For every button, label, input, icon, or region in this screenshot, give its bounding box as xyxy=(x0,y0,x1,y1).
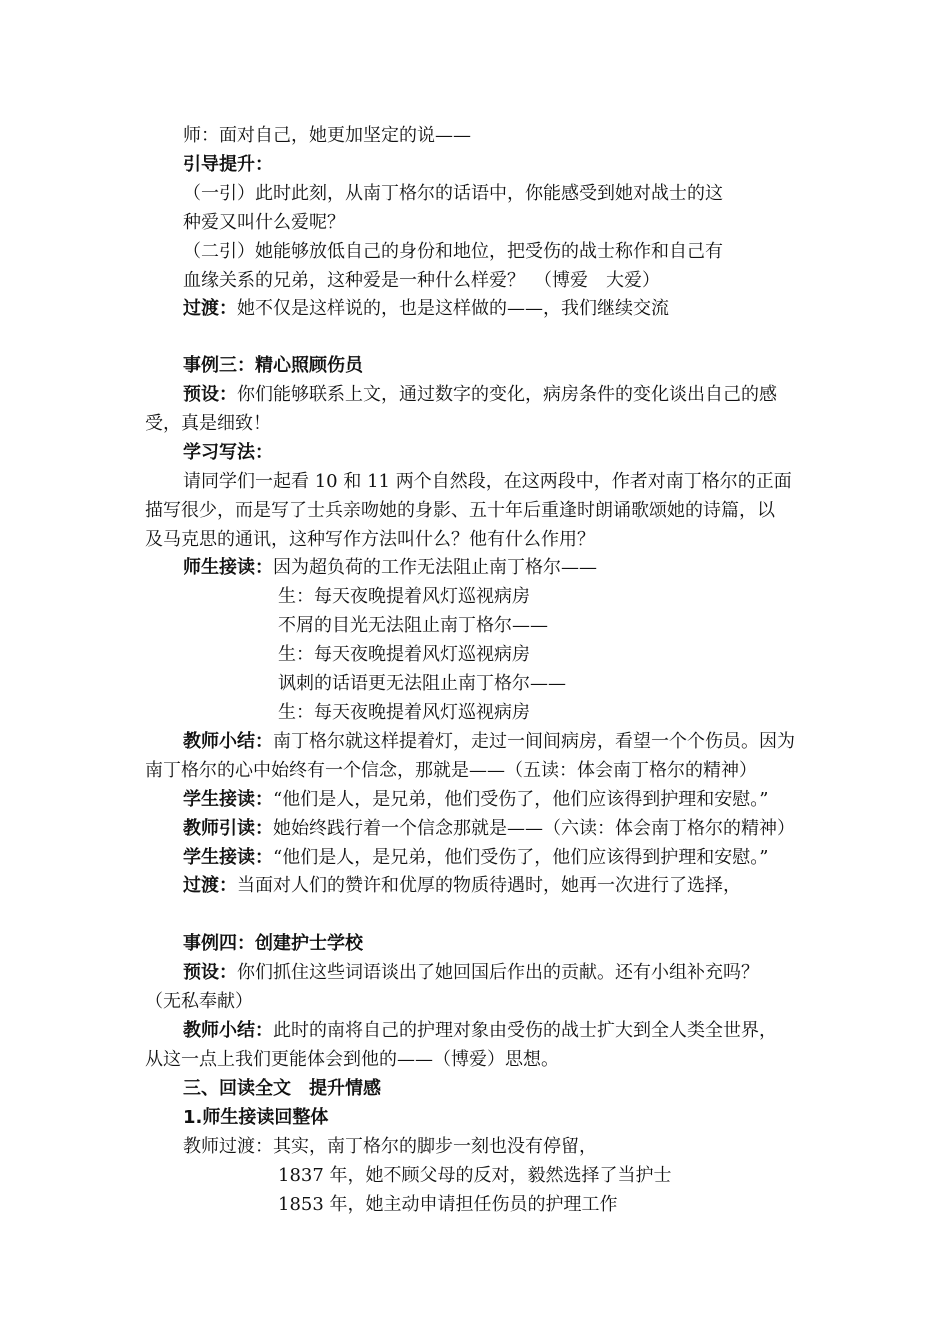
inline-label: 教师小结： xyxy=(183,731,273,752)
text-line: 种爱又叫什么爱呢？ xyxy=(183,212,345,233)
inline-label: 教师小结： xyxy=(183,1020,273,1041)
inline-label: 过渡： xyxy=(183,875,237,896)
section-label: 学习写法： xyxy=(183,442,273,463)
text-line: 受，真是细致！ xyxy=(145,413,271,434)
text-line: 预设：你们抓住这些词语谈出了她回国后作出的贡献。还有小组补充吗？ xyxy=(183,962,759,983)
text-line: 生：每天夜晚提着风灯巡视病房 xyxy=(278,644,530,665)
text-line: 预设：你们能够联系上文，通过数字的变化，病房条件的变化谈出自己的感 xyxy=(183,384,777,405)
text-line: 1837 年，她不顾父母的反对，毅然选择了当护士 xyxy=(278,1165,672,1186)
section-heading: 1.师生接读回整体 xyxy=(183,1107,329,1128)
inline-label: 教师引读： xyxy=(183,818,273,839)
section-heading: 事例四：创建护士学校 xyxy=(183,933,363,954)
text-line: 学生接读：“他们是人，是兄弟，他们受伤了，他们应该得到护理和安慰。” xyxy=(183,847,769,868)
text-line: 教师小结：此时的南将自己的护理对象由受伤的战士扩大到全人类全世界， xyxy=(183,1020,777,1041)
text-line: 学生接读：“他们是人，是兄弟，他们受伤了，他们应该得到护理和安慰。” xyxy=(183,789,769,810)
text-line: 描写很少，而是写了士兵亲吻她的身影、五十年后重逢时朗诵歌颂她的诗篇，以 xyxy=(145,500,775,521)
text-line: 师：面对自己，她更加坚定的说—— xyxy=(183,125,471,146)
inline-label: 预设： xyxy=(183,384,237,405)
text-line: 教师小结：南丁格尔就这样提着灯，走过一间间病房，看望一个个伤员。因为 xyxy=(183,731,795,752)
text-line: 不屑的目光无法阻止南丁格尔—— xyxy=(278,615,548,636)
section-heading: 三、回读全文 提升情感 xyxy=(183,1078,381,1099)
inline-label: 预设： xyxy=(183,962,237,983)
text-line: 过渡：她不仅是这样说的，也是这样做的——，我们继续交流 xyxy=(183,298,669,319)
text-line: 教师过渡：其实，南丁格尔的脚步一刻也没有停留， xyxy=(183,1136,597,1157)
text-line: 从这一点上我们更能体会到他的——（博爱）思想。 xyxy=(145,1049,559,1070)
text-line: 师生接读：因为超负荷的工作无法阻止南丁格尔—— xyxy=(183,557,597,578)
section-heading: 事例三：精心照顾伤员 xyxy=(183,355,363,376)
inline-label: 过渡： xyxy=(183,298,237,319)
text-line: 生：每天夜晚提着风灯巡视病房 xyxy=(278,702,530,723)
text-line: （一引）此时此刻，从南丁格尔的话语中，你能感受到她对战士的这 xyxy=(183,183,723,204)
text-line: （二引）她能够放低自己的身份和地位，把受伤的战士称作和自己有 xyxy=(183,241,723,262)
text-line: 讽刺的话语更无法阻止南丁格尔—— xyxy=(278,673,566,694)
text-line: 请同学们一起看 10 和 11 两个自然段，在这两段中，作者对南丁格尔的正面 xyxy=(183,471,792,492)
inline-label: 学生接读： xyxy=(183,847,273,868)
text-line: 南丁格尔的心中始终有一个信念，那就是——（五读：体会南丁格尔的精神） xyxy=(145,760,757,781)
text-line: 血缘关系的兄弟，这种爱是一种什么样爱？ （博爱 大爱） xyxy=(183,270,660,291)
text-line: 过渡：当面对人们的赞许和优厚的物质待遇时，她再一次进行了选择， xyxy=(183,875,741,896)
text-line: 及马克思的通讯，这种写作方法叫什么？他有什么作用？ xyxy=(145,529,595,550)
text-line: 生：每天夜晚提着风灯巡视病房 xyxy=(278,586,530,607)
text-line: 教师引读：她始终践行着一个信念那就是——（六读：体会南丁格尔的精神） xyxy=(183,818,795,839)
inline-label: 师生接读： xyxy=(183,557,273,578)
text-line: （无私奉献） xyxy=(145,991,253,1012)
section-label: 引导提升： xyxy=(183,154,273,175)
text-line: 1853 年，她主动申请担任伤员的护理工作 xyxy=(278,1194,618,1215)
inline-label: 学生接读： xyxy=(183,789,273,810)
